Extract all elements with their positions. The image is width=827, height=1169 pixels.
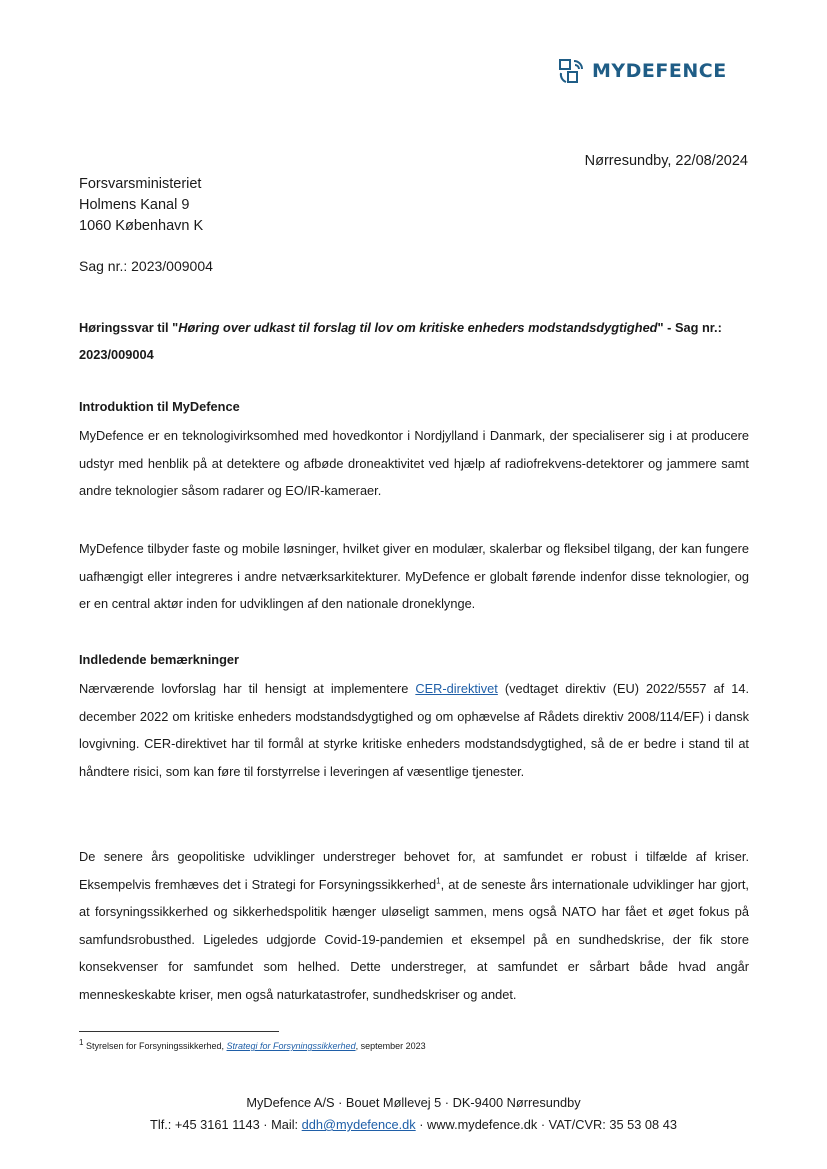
footnote [79,1038,426,1051]
cer-directive-link[interactable]: CER-direktivet [415,681,498,696]
document-title [79,314,751,368]
text-span: , at de seneste års internationale udviklinger har gjort, at forsyningssikkerhed og sikkerhedspolitik hænger uløseligt sammen, mens også NATO har fået et øget fokus på samfundsrobusthed. Ligeledes udgjorde Covid-19-pandemien et eksempel på en sundhedskrise, der fik store konsekvenser for samfundet som helhed. Dette understreger, at samfundet er sårbart både hvad angår menneskeskabte kriser, men også naturkatastrofer, sundhedskriser og andet. [79,876,749,1002]
place-date: Nørresundby, 22/08/2024 [584,153,748,169]
footer-contact [0,1117,827,1132]
footer-text: · www.mydefence.dk · VAT/CVR: 35 53 08 43 [415,1117,677,1132]
footer-text: Tlf.: +45 3161 1143 · Mail: [150,1117,302,1132]
section-heading-prelim: Indledende bemærkninger [79,652,239,667]
paragraph-prelim-1 [79,675,749,785]
paragraph-intro-2: MyDefence tilbyder faste og mobile løsninger, hvilket giver en modulær, skalerbar og fleksibel tilgang, der kan fungere uafhængigt eller integreres i andre netværksarkitekturer. MyDefence er globalt førende indenfor disse teknologier, og er en central aktør inden for udviklingen af den nationale droneklynge. [79,541,749,611]
footnote-ref: 1 [436,876,441,886]
recipient-line: 1060 København K [79,218,204,234]
recipient-line: Forsvarsministeriet [79,176,202,192]
text-span: Nærværende lovforslag har til hensigt at implementere [79,681,416,696]
recipient-line: Holmens Kanal 9 [79,197,190,213]
text-span: De senere års geopolitiske udviklinger understreger behovet for, at samfundet er robust i tilfælde af kriser. Eksempelvis fremhæves det i Strategi for Forsyningssikkerhed [79,849,749,892]
footnote-link[interactable]: Strategi for Forsyningssikkerhed [226,1041,356,1051]
footnote-text: , september 2023 [355,1041,426,1051]
case-number: Sag nr.: 2023/009004 [79,258,213,274]
title-quoted: Høring over udkast til forslag til lov om kritiske enheders modstandsdygtighed [178,320,658,335]
footnote-text: Styrelsen for Forsyningssikkerhed, [83,1041,227,1051]
footnote-number: 1 [79,1038,84,1047]
footer-email-link[interactable]: ddh@mydefence.dk [301,1117,416,1132]
mydefence-logo-icon [558,57,586,85]
text-span: (vedtaget direktiv (EU) 2022/5557 af 14. december 2022 om kritiske enheders modstandsdygtighed og om ophævelse af Rådets direktiv 2008/114/EF) i dansk lovgivning. CER-direktivet har til formål at styrke kritiske enheders modstandsdygtighed, så de er bedre i stand til at håndtere risici, som kan føre til forstyrrelse i leveringen af væsentlige tjenester. [79,681,749,779]
section-heading-intro: Introduktion til MyDefence [79,399,240,414]
company-logo [558,56,727,86]
title-suffix: " - Sag nr.: 2023/009004 [79,320,722,362]
title-prefix: Høringssvar til " [79,320,179,335]
paragraph-intro-1: MyDefence er en teknologivirksomhed med hovedkontor i Nordjylland i Danmark, der specialiserer sig i at producere udstyr med henblik på at detektere og afbøde droneaktivitet ved hjælp af radiofrekvens-detektorer og jammere samt andre teknologier såsom radarer og EO/IR-kameraer. [79,428,749,498]
paragraph-prelim-2 [79,843,749,1008]
recipient-address [79,174,203,237]
footnote-divider [79,1031,279,1032]
footer-address: MyDefence A/S · Bouet Møllevej 5 · DK-9400 Nørresundby [246,1095,581,1110]
logo-text: MYDEFENCE [592,60,727,82]
